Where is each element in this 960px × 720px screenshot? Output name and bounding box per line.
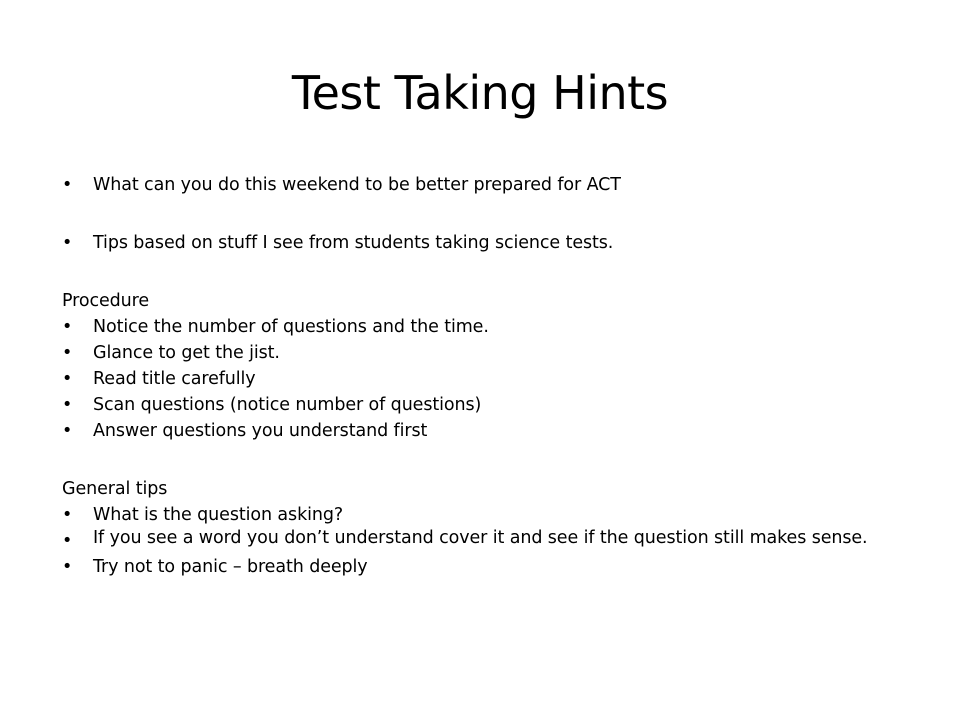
list-item — [62, 230, 922, 256]
bullet-icon: • — [62, 317, 73, 337]
list-item-text: Tips based on stuff I see from students taking science tests. — [93, 233, 614, 253]
bullet-icon: • — [62, 395, 73, 415]
list-item-text: What can you do this weekend to be better prepared for ACT — [93, 175, 621, 195]
bullet-icon: • — [62, 233, 73, 253]
list-item — [62, 314, 922, 340]
slide-body — [62, 172, 922, 580]
list-item-text: What is the question asking? — [93, 505, 344, 525]
list-item — [62, 340, 922, 366]
list-item — [62, 392, 922, 418]
list-item-text: Scan questions (notice number of questions) — [93, 395, 482, 415]
section-heading-procedure: Procedure — [62, 291, 150, 311]
list-item — [62, 172, 922, 198]
list-item-text: Glance to get the jist. — [93, 343, 280, 363]
list-item-text: Answer questions you understand first — [93, 421, 428, 441]
slide-title: Test Taking Hints — [291, 66, 669, 120]
list-item — [62, 554, 922, 580]
list-item-text: Try not to panic – breath deeply — [93, 557, 368, 577]
bullet-icon: • — [62, 369, 73, 389]
list-item — [62, 502, 922, 528]
list-item-text: Read title carefully — [93, 369, 256, 389]
bullet-icon: • — [62, 421, 73, 441]
list-item — [62, 528, 922, 551]
list-item — [62, 366, 922, 392]
bullet-icon: • — [62, 531, 73, 551]
bullet-icon: • — [62, 557, 73, 577]
bullet-icon: • — [62, 175, 73, 195]
section-heading-general-tips: General tips — [62, 479, 168, 499]
bullet-icon: • — [62, 343, 73, 363]
list-item-text: If you see a word you don’t understand cover it and see if the question still makes sense. — [93, 528, 868, 548]
bullet-icon: • — [62, 505, 73, 525]
list-item-text: Notice the number of questions and the time. — [93, 317, 489, 337]
list-item — [62, 418, 922, 444]
